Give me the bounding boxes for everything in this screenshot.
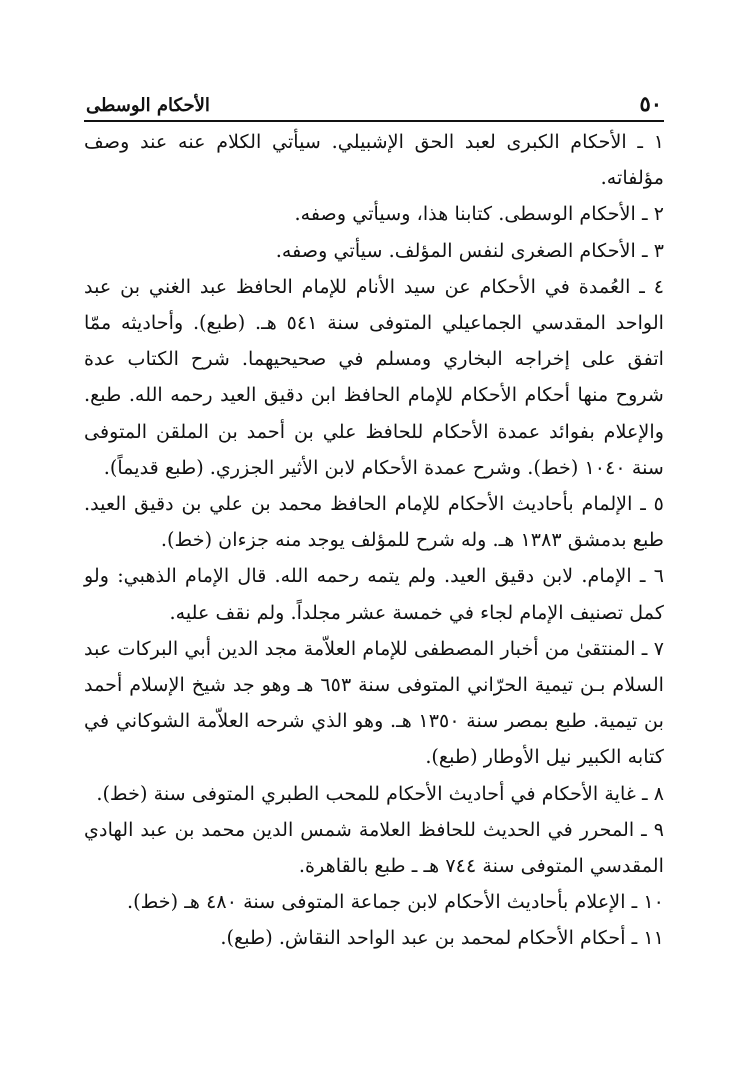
item-number: ٨: [653, 781, 664, 805]
item-number: ١٠: [643, 890, 664, 914]
document-page: [84, 78, 664, 957]
item-text: ـ الإمام. لابن دقيق العيد. ولم يتمه رحمه الله. قال الإمام الذهبي: ولو كمل تصنيف الإمام لجاء في خمسة عشر مجلداً. ولم نقف عليه.: [84, 564, 664, 624]
running-title: الأحكام الوسطى: [86, 95, 210, 116]
list-item: [84, 558, 664, 630]
list-item: [84, 196, 664, 232]
item-number: ٧: [653, 636, 664, 660]
list-item: [84, 920, 664, 956]
page-header: [84, 78, 664, 120]
reference-list: [84, 124, 664, 957]
list-item: [84, 486, 664, 558]
item-text: ـ الإلمام بأحاديث الأحكام للإمام الحافظ محمد بن علي بن دقيق العيد. طبع بدمشق ١٣٨٣ هـ. وله شرح للمؤلف يوجد منه جزءان (خط).: [84, 492, 664, 552]
item-number: ٥: [653, 492, 664, 516]
item-number: ٩: [653, 817, 664, 841]
header-rule: [84, 120, 664, 122]
list-item: [84, 233, 664, 269]
item-text: ـ أحكام الأحكام لمحمد بن عبد الواحد النقاش. (طبع).: [220, 926, 638, 950]
item-text: ـ الإعلام بأحاديث الأحكام لابن جماعة المتوفى سنة ٤٨٠ هـ (خط).: [126, 890, 638, 914]
item-text: ـ غاية الأحكام في أحاديث الأحكام للمحب الطبري المتوفى سنة (خط).: [96, 781, 648, 805]
item-text: ـ الأحكام الصغرى لنفس المؤلف. سيأتي وصفه.: [275, 238, 648, 262]
page-number: ٥٠: [639, 91, 662, 116]
list-item: [84, 269, 664, 486]
list-item: [84, 812, 664, 884]
item-number: ٢: [653, 202, 664, 226]
list-item: [84, 631, 664, 776]
item-text: ـ العُمدة في الأحكام عن سيد الأنام للإمام الحافظ عبد الغني بن عبد الواحد المقدسي الجماعيلي المتوفى سنة ٥٤١ هـ. (طبع). وأحاديثه ممّا اتفق على إخراجه البخاري ومسلم في صحيحيهما. شرح الكتاب عدة شروح منها أحكام الأحكام للإمام الحافظ ابن دقيق العيد رحمه الله. طبع. والإعلام بفوائد عمدة الأحكام للحافظ علي بن أحمد بن الملقن المتوفى سنة ١٠٤٠ (خط). وشرح عمدة الأحكام لابن الأثير الجزري. (طبع قديماً).: [84, 274, 665, 479]
item-number: ١١: [643, 926, 664, 950]
list-item: [84, 776, 664, 812]
item-text: ـ المنتقىٰ من أخبار المصطفى للإمام العلاّمة مجد الدين أبي البركات عبد السلام بـن تيمية الحرّاني المتوفى سنة ٦٥٣ هـ وهو جد شيخ الإسلام أحمد بن تيمية. طبع بمصر سنة ١٣٥٠ هـ. وهو الذي شرحه العلاّمة الشوكاني في كتابه الكبير نيل الأوطار (طبع).: [84, 636, 664, 769]
item-number: ١: [653, 130, 664, 153]
list-item: [84, 884, 664, 920]
item-number: ٤: [653, 274, 665, 298]
list-item: [84, 124, 664, 196]
item-text: ـ الأحكام الوسطى. كتابنا هذا، وسيأتي وصفه.: [294, 202, 648, 226]
item-text: ـ الأحكام الكبرى لعبد الحق الإشبيلي. سيأتي الكلام عنه عند وصف مؤلفاته.: [84, 130, 664, 190]
item-number: ٣: [653, 238, 664, 262]
item-text: ـ المحرر في الحديث للحافظ العلامة شمس الدين محمد بن عبد الهادي المقدسي المتوفى سنة ٧٤٤ هـ ـ طبع بالقاهرة.: [84, 817, 664, 878]
item-number: ٦: [653, 564, 664, 588]
